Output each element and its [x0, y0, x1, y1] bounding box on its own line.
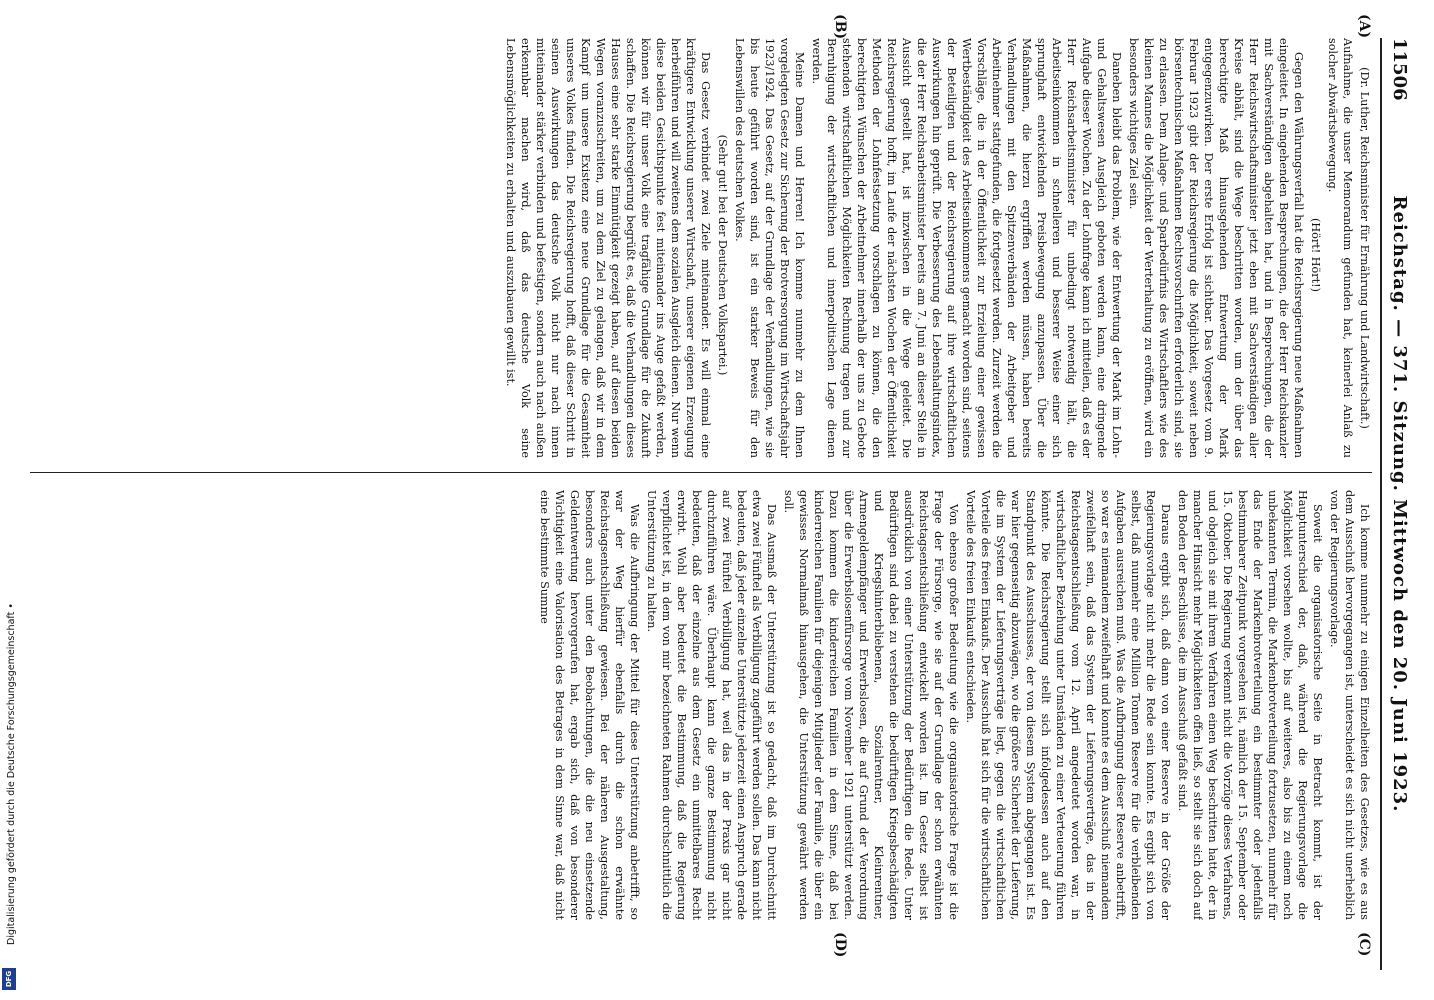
dfg-logo-text: DFG — [5, 970, 13, 988]
page-header — [1380, 38, 1416, 970]
interjection: (Hört! Hört!) — [1309, 218, 1322, 292]
digitization-credit — [4, 0, 18, 986]
page-number: 11506 — [1389, 38, 1410, 101]
credit-text: Digitalisierung gefördert durch die Deutsche Forschungsgemeinschaft • — [6, 603, 17, 945]
paragraph: Daraus ergibt sich, daß dann von einer Reserve in der Größe der Regierungsvorlage nicht mehr die Rede sein konnte. Es ergibt sich von selbst, daß nunmehr eine Million Tonnen Reserve für die verbleibenden Aufgaben ausreichen muß. Was die Aufbringung dieser Reserve anbetrifft, so war es niemandem zweifelhaft und konnte es dem Ausschuß niemandem zweifelhaft sein, daß das System der Lieferungsverträge, das in der Reichstagsentschließung vom 12. April angedeutet worden war, in wirtschaftlicher Beziehung unter Umständen zu einer Verteuerung führen könnte. Die Reichsregierung stellt sich infolgedessen auch auf den Standpunkt des Ausschusses, der von diesem System abgegangen ist. Es war hier gegenseitig abzuwägen, wo die größere Sicherheit der Lieferung, die im System der Lieferungsverträge liegt, gegen die wirtschaftlichen Vorteile des freien Einkaufs. Der Ausschuß hat sich für die wirtschaftlichen Vorteile des freien Einkaufs entschieden. — [964, 490, 1172, 920]
speaker-attribution: (Dr. Luther, Reichsminister für Ernährung und Landwirtschaft.) — [1358, 67, 1371, 429]
left-column — [20, 38, 1372, 458]
paragraph: Was die Aufbringung der Mittel für diese Unterstützung anbetrifft, so war der Weg hierfür ebenfalls durch die schon erwähnte Reichstagsentschließung gewiesen. Bei der näheren Ausgestaltung, besonders auch unter den Beobachtungen, die die neu einsetzende Geldentwertung hervorgerufen hat, ergab sich, daß von besonderer Wichtigkeit eine Valorisation des Betrages in dem Sinne war, daß nicht eine bestimmte Summe — [538, 490, 641, 920]
margin-marker-c: (C) — [1356, 932, 1372, 957]
paragraph: Gegen den Währungsverfall hat die Reichsregierung neue Maßnahmen eingeleitet. In eingehenden Besprechungen, die der Herr Reichskanzler mit Sachverständigen abgehalten hat, und in Besprechungen, die der Herr Reichswirtschaftsminister jetzt eben mit Sachverständigen aller Kreise abhält, sind die Wege beschritten worden, um der über das berechtigte Maß hinausgehenden Entwertung der Mark entgegenzuwirken. Der erste Erfolg ist sichtbar. Das Vorgesetz vom 9. Februar 1923 gibt der Reichsregierung die Möglichkeit, soweit neben börsentechnischen Maßnahmen Rechtsvorschriften erforderlich sind, sie zu erlassen. Dem Anlage- und Sparbedürfnis des Wirtschaftlers wie des kleinen Mannes die Möglichkeit der Werterhaltung zu eröffnen, wird ein besonders wichtiges Ziel sein. — [1127, 38, 1305, 458]
interjection: (Sehr gut! bei der Deutschen Volkspartei.) — [716, 134, 729, 376]
margin-marker-d: (D) — [832, 932, 848, 958]
page-title: Reichstag. — 371. Sitzung. Mittwoch den 20. Juni 1923. — [1389, 195, 1410, 813]
right-column — [20, 490, 1372, 920]
paragraph: Von ebenso großer Bedeutung wie die organisatorische Frage ist die Frage der Fürsorge, wie sie auf der Grundlage der schon erwähnten Reichstagsentschließung entwickelt worden ist. Im Gesetz selbst ist ausdrücklich von einer Unterstützung der Bedürftigen die Rede. Unter Bedürftigen sind dabei zu verstehen die bedürftigen Kriegsbeschädigten und Kriegshinterbliebenen, Sozialrentner, Kleinrentner, Armengeldempfänger und Erwerbslosen, die auf Grund der Verordnung über die Erwerbslosenfürsorge vom November 1921 unterstützt werden. Dazu kommen die kinderreichen Familien in dem Sinne, daß bei kinderreichen Familien für diejenigen Mitglieder der Familie, die über ein gewisses Normalmaß hinausgehen, die Unterstützung gewährt werden soll. — [782, 490, 960, 920]
margin-marker-a: (A) — [1356, 14, 1372, 39]
margin-marker-b: (B) — [832, 14, 848, 40]
paragraph: Meine Damen und Herren! Ich komme nunmehr zu dem Ihnen vorgelegten Gesetz zur Sicherung der Brotversorgung im Wirtschaftsjahr 1923/1924. Das Gesetz, auf der Grundlage der Verhandlungen, wie sie bis heute geführt worden sind, ist ein starker Beweis für den Lebenswillen des deutschen Volkes. — [733, 38, 806, 458]
paragraph: Aufnahme, die unser Memorandum gefunden hat, keinerlei Anlaß zu solcher Abwärtsbewegung. — [1326, 38, 1354, 458]
paragraph: Ich komme nunmehr zu einigen Einzelheiten des Gesetzes, wie es aus dem Ausschuß hervorgegangen ist, unterscheidet es sich nicht unerheblich von der Regierungsvorlage. — [1328, 490, 1371, 920]
dfg-logo — [2, 968, 16, 990]
column-divider — [30, 472, 1372, 473]
paragraph: Das Ausmaß der Unterstützung ist so gedacht, daß im Durchschnitt etwa zwei Fünftel als Verbilligung zugeführt werden sollen. Das kann nicht bedeuten, daß jeder einzelne Unterstützte jederzeit einen Anspruch gerade auf zwei Fünftel Verbilligung hat, weil das in der Praxis gar nicht durchzuführen wäre. Überhaupt kann die ganze Bestimmung nicht bedeuten, daß der einzelne aus dem Gesetz ein unmittelbares Recht erwirbt. Wohl aber bedeutet die Bestimmung, daß die Regierung verpflichtet ist, in dem von mir bezeichneten Rahmen durchschnittlich die Unterstützung zu halten. — [645, 490, 778, 920]
paragraph: Daneben bleibt das Problem, wie der Entwertung der Mark im Lohn- und Gehaltswesen Ausgleich geboten werden kann, eine dringende Aufgabe dieser Wochen. Zu der Lohnfrage kann ich mitteilen, daß es der Herr Reichsarbeitsminister für unbedingt notwendig hält, die Arbeitseinkommen in schnelleren und besserer Weise einer sich sprunghaft entwickelnden Preisbewegung anzupassen. Über die Maßnahmen, die hierzu ergriffen werden müssen, haben bereits Verhandlungen mit den Spitzenverbänden der Arbeitgeber und Arbeitnehmer stattgefunden, die fortgesetzt werden. Zurzeit werden die Vorschläge, die in der Öffentlichkeit zur Erzielung einer gewissen Wertbeständigkeit des Arbeitseinkommens gemacht worden sind, seitens der Beteiligten und der Reichsregierung auf ihre wirtschaftlichen Auswirkungen hin geprüft. Die Verbesserung des Lebenshaltungsindex, die der Herr Reichsarbeitsminister bereits am 7. Juni an dieser Stelle in Aussicht gestellt hat, ist inzwischen in die Wege geleitet. Die Reichsregierung hofft, im Laufe der nächsten Wochen der Öffentlichkeit Methoden der Lohnfestsetzung vorschlagen zu können, die den berechtigten Wünschen der Arbeitnehmer innerhalb der uns zu Gebote stehenden wirtschaftlichen Möglichkeiten Rechnung tragen und zur Beruhigung der wirtschaftlichen und innerpolitischen Lage dienen werden. — [810, 38, 1123, 458]
paragraph: Das Gesetz verbindet zwei Ziele miteinander. Es will einmal eine kräftigere Entwicklung unserer Wirtschaft, unserer eigenen Erzeugung herbeiführen und will zweitens dem sozialen Ausgleich dienen. Nur wenn diese beiden Gesichtspunkte fest miteinander ins Auge gefaßt werden, können wir für unser Volk eine tragfähige Grundlage für die Zukunft schaffen. Die Reichsregierung begrüßt es, daß die Verhandlungen dieses Hauses eine sehr starke Einmütigkeit gezeigt haben, auf diesen beiden Wegen voranzuschreiten, um zu dem Ziel zu gelangen, daß wir in dem Kampf um unsere Existenz eine neue Grundlage für die Gesamtheit unseres Volkes finden. Die Reichsregierung hofft, daß dieser Schritt in seinen Auswirkungen das deutsche Volk nicht nur nach innen miteinander stärker verbinden und befestigen, sondern auch nach außen erkennbar machen wird, daß das deutsche Volk seine Lebensmöglichkeiten zu erhalten und auszubauen gewillt ist. — [504, 38, 712, 458]
paragraph: Soweit die organisatorische Seite in Betracht kommt, ist der Hauptunterschied der, daß, während die Regierungsvorlage die Möglichkeit vorsehen wollte, bis auf weiteres, also bis zu einem noch unbekannten Termin, die Markenbrotverteilung fortzusetzen, nunmehr für das Ende der Markenbrotverteilung ein bestimmter oder jedenfalls bestimmbarer Zeitpunkt vorgesehen ist, nämlich der 15. September oder 15. Oktober. Die Regierung verkennt nicht die Vorzüge dieses Verfahrens, und obgleich sie mit ihrem Verfahren einen Weg beschritten hatte, der in mancher Hinsicht mehr Möglichkeiten offen ließ, so stellt sie sich doch auf den Boden der Beschlüsse, die im Ausschuß gefaßt sind. — [1176, 490, 1324, 920]
